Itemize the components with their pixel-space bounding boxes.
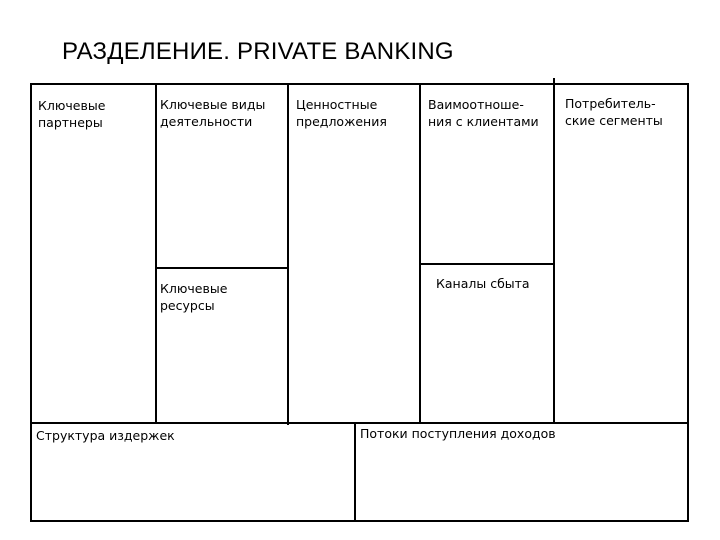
page-title: РАЗДЕЛЕНИЕ. PRIVATE BANKING (62, 38, 454, 65)
customer-segments-label: Потребитель- ские сегменты (565, 96, 663, 128)
canvas-top-border (30, 83, 689, 85)
divider-costs-revenue (354, 422, 356, 522)
divider-relationships-channels (419, 263, 555, 265)
key-activities-label: Ключевые виды деятельности (160, 97, 266, 129)
cost-structure-label: Структура издержек (36, 428, 175, 443)
customer-relationships-label: Ваимоотноше- ния с клиентами (428, 97, 539, 129)
value-propositions-label: Ценностные предложения (296, 97, 387, 129)
channels-label: Каналы сбыта (436, 276, 530, 291)
key-resources-label: Ключевые ресурсы (160, 281, 228, 313)
divider-relationships-segments (553, 78, 555, 422)
divider-top-bottom (30, 422, 689, 424)
key-partners-label: Ключевые партнеры (38, 98, 106, 130)
divider-activities-value (287, 85, 289, 425)
revenue-streams-label: Потоки поступления доходов (360, 426, 556, 441)
canvas-right-border (687, 83, 689, 522)
divider-activities-resources (155, 267, 289, 269)
divider-partners-activities (155, 85, 157, 422)
canvas-left-border (30, 83, 32, 522)
canvas-bottom-border (30, 520, 689, 522)
divider-value-relationships (419, 85, 421, 422)
